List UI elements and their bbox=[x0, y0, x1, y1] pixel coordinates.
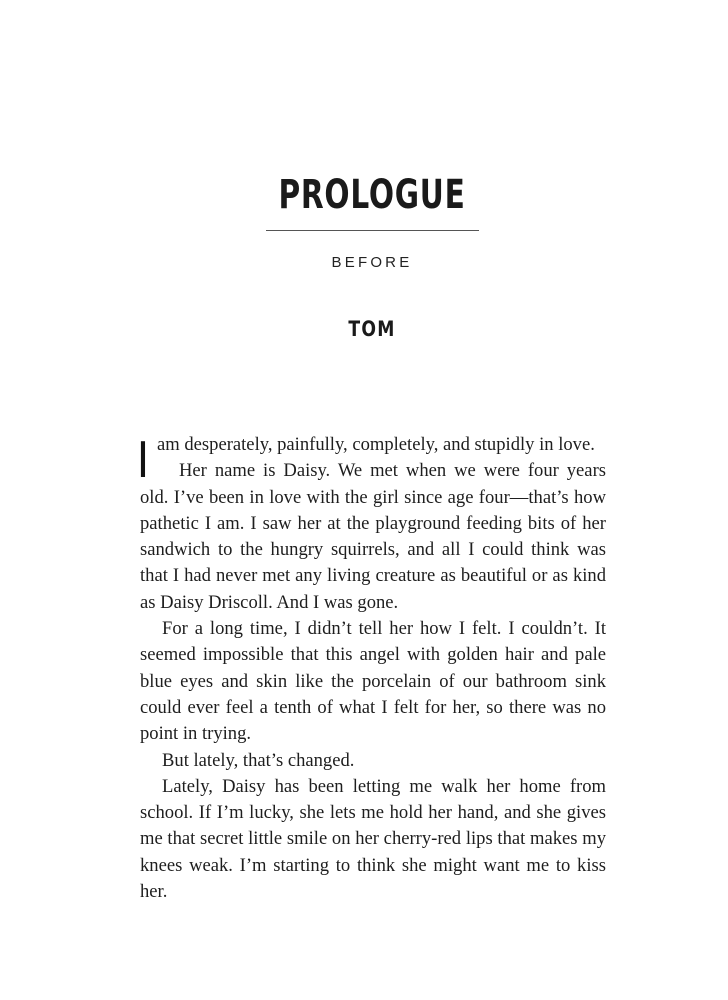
title-divider bbox=[266, 230, 479, 231]
paragraph: But lately, that’s changed. bbox=[162, 749, 355, 771]
narrator-heading: TOM bbox=[348, 317, 396, 341]
paragraph bbox=[139, 431, 606, 489]
drop-cap: I bbox=[139, 431, 147, 489]
section-label: BEFORE bbox=[331, 254, 413, 271]
paragraph: Lately, Daisy has been letting me walk her home from school. If I’m lucky, she lets me hold her hand, and she gives me that secret little smile on her cherry-red lips that makes my knees weak. I’m starting to think she might want me to kiss her. bbox=[140, 775, 606, 903]
paragraph-text: am desperately, painfully, completely, and stupidly in love. bbox=[157, 434, 595, 455]
paragraph: For a long time, I didn’t tell her how I felt. I couldn’t. It seemed impossible that this angel with golden hair and pale blue eyes and skin like the porcelain of our bathroom sink could ever feel a tenth of what I felt for her, so there was no point in trying. bbox=[140, 618, 606, 745]
paragraph: Her name is Daisy. We met when we were four years old. I’ve been in love with the girl since age four—that’s how pathetic I am. I saw her at the playground feeding bits of her sandwich to the hungry squirrels, and all I could think was that I had never met any living creature as beautiful or as kind as Daisy Driscoll. And I was gone. bbox=[140, 460, 606, 613]
chapter-title: PROLOGUE bbox=[278, 172, 466, 218]
body-text bbox=[140, 432, 606, 905]
